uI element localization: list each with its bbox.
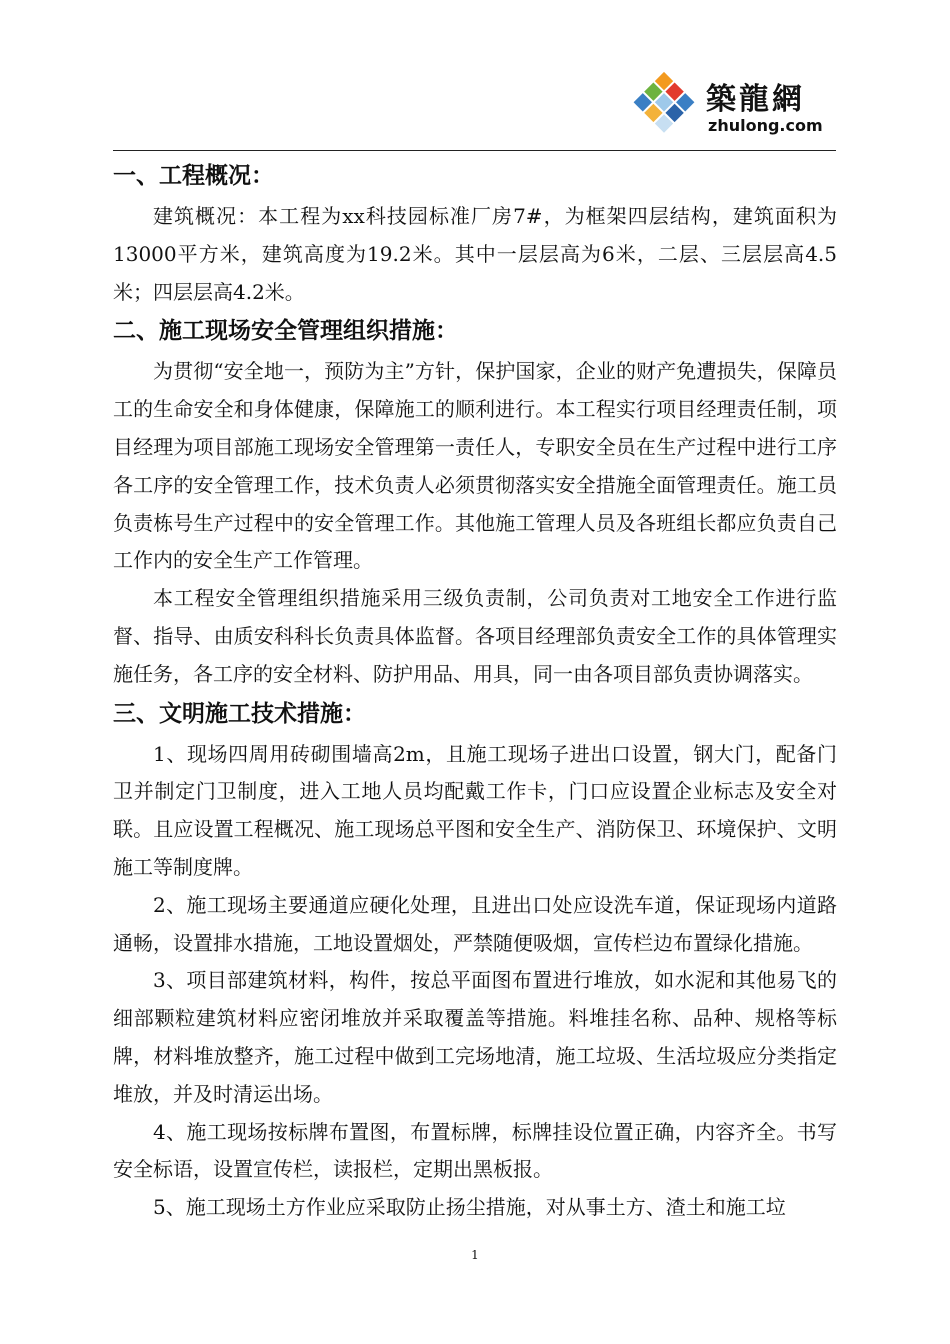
paragraph: 4、施工现场按标牌布置图，布置标牌，标牌挂设位置正确，内容齐全。书写安全标语，设置宣传栏，读报栏，定期出黑板报。 xyxy=(113,1119,837,1182)
paragraph: 为贯彻“安全地一，预防为主”方针，保护国家，企业的财产免遭损失，保障员工的生命安全和身体健康，保障施工的顺利进行。本工程实行项目经理责任制，项目经理为项目部施工现场安全管理第一责任人，专职安全员在生产过程中进行工序各工序的安全管理工作，技术负责人必须贯彻落实安全措施全面管理责任。施工员负责栋号生产过程中的安全管理工作。其他施工管理人员及各班组长都应负责自己工作内的安全生产工作管理。 xyxy=(113,359,837,573)
zhulong-cube-icon xyxy=(624,66,704,140)
section-heading: 一、工程概况： xyxy=(113,163,274,189)
logo-domain-text: zhulong.com xyxy=(708,116,823,135)
header-rule xyxy=(113,150,836,151)
page-number: 1 xyxy=(471,1248,479,1262)
paragraph: 1、现场四周用砖砌围墙高2m，且施工现场子进出口设置，钢大门，配备门卫并制定门卫制度，进入工地人员均配戴工作卡，门口应设置企业标志及安全对联。且应设置工程概况、施工现场总平图和安全生产、消防保卫、环境保护、文明施工等制度牌。 xyxy=(113,741,837,879)
paragraph: 5、施工现场土方作业应采取防止扬尘措施，对从事土方、渣土和施工垃 xyxy=(153,1195,786,1220)
paragraph: 本工程安全管理组织措施采用三级负责制，公司负责对工地安全工作进行监督、指导、由质安科科长负责具体监督。各项目经理部负责安全工作的具体管理实施任务，各工序的安全材料、防护用品、用具，同一由各项目部负责协调落实。 xyxy=(113,586,837,686)
zhulong-logo xyxy=(624,66,836,140)
section-heading: 二、施工现场安全管理组织措施： xyxy=(113,318,458,345)
document-body xyxy=(113,158,837,1227)
paragraph: 3、项目部建筑材料，构件，按总平面图布置进行堆放，如水泥和其他易飞的细部颗粒建筑材料应密闭堆放并采取覆盖等措施。料堆挂名称、品种、规格等标牌，材料堆放整齐，施工过程中做到工完场地清，施工垃圾、生活垃圾应分类指定堆放，并及时清运出场。 xyxy=(113,968,837,1106)
logo-chinese-text: 築龍網 xyxy=(706,82,805,117)
section-heading: 三、文明施工技术措施： xyxy=(113,700,366,727)
paragraph: 2、施工现场主要通道应硬化处理，且进出口处应设洗车道，保证现场内道路通畅，设置排水措施，工地设置烟处，严禁随便吸烟，宣传栏边布置绿化措施。 xyxy=(113,892,837,955)
paragraph: 建筑概况：本工程为xx科技园标准厂房7#，为框架四层结构，建筑面积为13000平方米，建筑高度为19.2米。其中一层层高为6米，二层、三层层高4.5米；四层层高4.2米。 xyxy=(113,204,837,304)
